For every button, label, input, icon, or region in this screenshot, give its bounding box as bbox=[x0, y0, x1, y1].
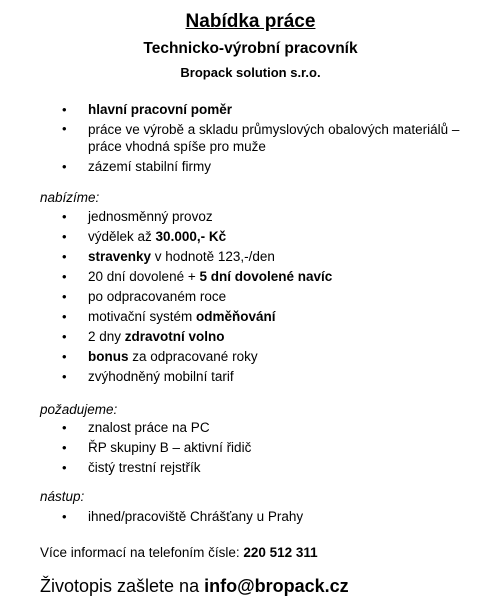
bullet-icon: • bbox=[62, 229, 67, 244]
list-item: • výdělek až 30.000,- Kč bbox=[62, 227, 332, 247]
bullet-icon: • bbox=[62, 369, 67, 384]
offer-list bbox=[62, 207, 332, 387]
bullet-icon: • bbox=[62, 349, 67, 364]
list-item: • čistý trestní rejstřík bbox=[62, 458, 251, 478]
requirements-section-label: požadujeme: bbox=[40, 402, 118, 417]
start-section-label: nástup: bbox=[40, 489, 85, 504]
start-list bbox=[62, 507, 303, 527]
list-item: • zázemí stabilní firmy bbox=[62, 157, 468, 177]
company-name: Bropack solution s.r.o. bbox=[180, 65, 321, 80]
list-item: • stravenky v hodnotě 123,-/den bbox=[62, 247, 332, 267]
list-item: • 20 dní dovolené + 5 dní dovolené navíc bbox=[62, 267, 332, 287]
list-item: • práce ve výrobě a skladu průmyslových obalových materiálů – práce vhodná spíše pro muže bbox=[62, 121, 460, 154]
list-item: • bonus za odpracované roky bbox=[62, 347, 332, 367]
job-position-title: Technicko-výrobní pracovník bbox=[143, 40, 358, 57]
bullet-icon: • bbox=[62, 249, 67, 264]
intro-list bbox=[62, 100, 468, 177]
requirements-list bbox=[62, 418, 251, 478]
bullet-icon: • bbox=[62, 269, 67, 284]
list-item: • ŘP skupiny B – aktivní řidič bbox=[62, 438, 251, 458]
list-item: • motivační systém odměňování bbox=[62, 307, 332, 327]
bullet-icon: • bbox=[62, 289, 67, 304]
bullet-icon: • bbox=[62, 121, 67, 136]
bullet-icon: • bbox=[62, 420, 67, 435]
list-item: • jednosměnný provoz bbox=[62, 207, 332, 227]
cv-info: Životopis zašlete na info@bropack.cz bbox=[40, 576, 349, 596]
bullet-icon: • bbox=[62, 460, 67, 475]
bullet-icon: • bbox=[62, 102, 67, 117]
list-item: • zvýhodněný mobilní tarif bbox=[62, 367, 332, 387]
phone-info: Více informací na telefoním čísle: 220 512 311 bbox=[40, 545, 318, 560]
bullet-icon: • bbox=[62, 309, 67, 324]
email-address: info@bropack.cz bbox=[204, 576, 349, 596]
bullet-icon: • bbox=[62, 509, 67, 524]
list-item: • 2 dny zdravotní volno bbox=[62, 327, 332, 347]
list-item: • po odpracovaném roce bbox=[62, 287, 332, 307]
offer-section-label: nabízíme: bbox=[40, 190, 100, 205]
list-item: • znalost práce na PC bbox=[62, 418, 251, 438]
bullet-icon: • bbox=[62, 209, 67, 224]
list-item: • ihned/pracoviště Chrášťany u Prahy bbox=[62, 507, 303, 527]
list-item: • hlavní pracovní poměr bbox=[62, 100, 468, 120]
bullet-icon: • bbox=[62, 329, 67, 344]
page-title: Nabídka práce bbox=[185, 11, 316, 32]
bullet-icon: • bbox=[62, 159, 67, 174]
bullet-icon: • bbox=[62, 440, 67, 455]
phone-number: 220 512 311 bbox=[243, 545, 318, 560]
